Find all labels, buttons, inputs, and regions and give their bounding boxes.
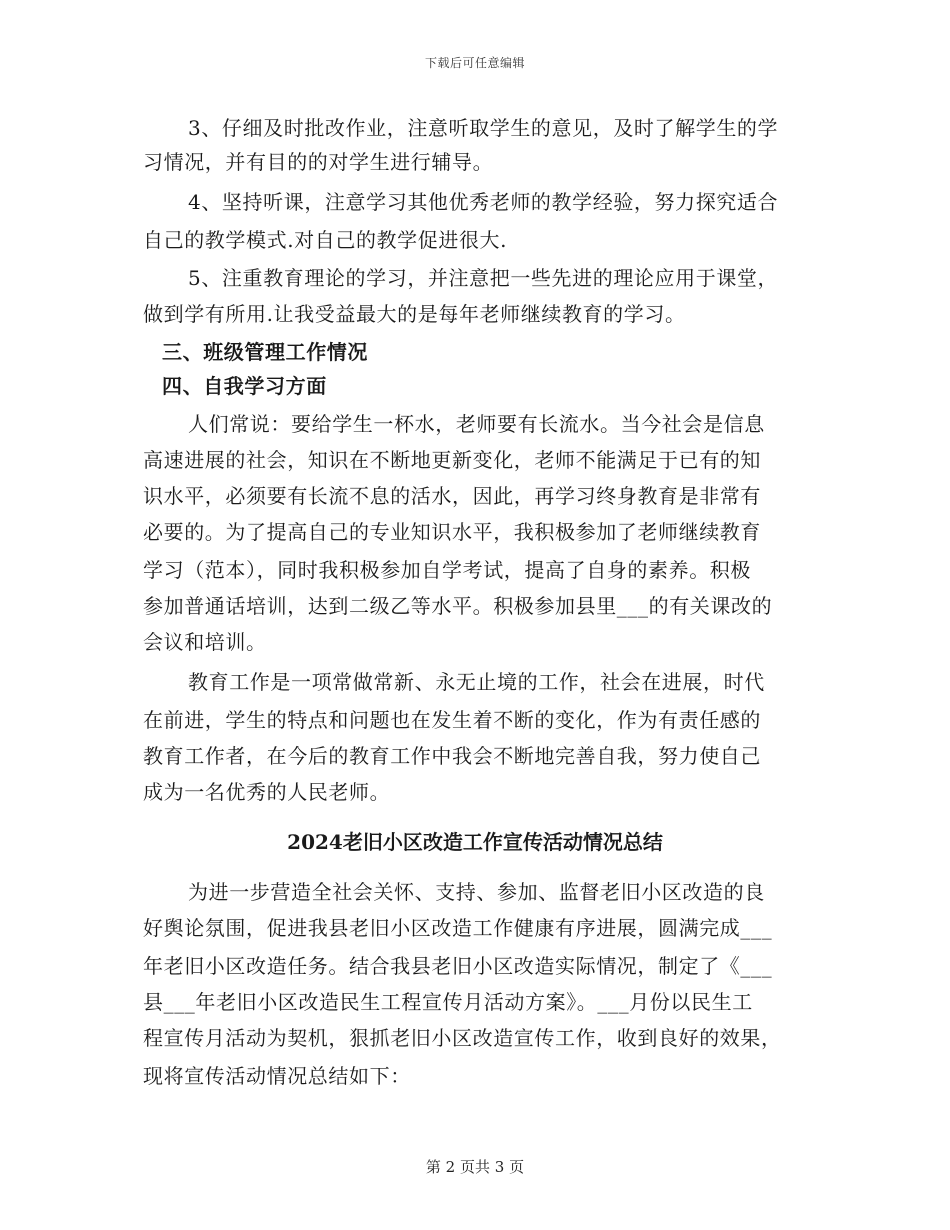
paragraph-line: 县___年老旧小区改造民生工程宣传月活动方案》。___月份以民生工 [143,990,753,1014]
paragraph-line: 4、坚持听课，注意学习其他优秀老师的教学经验，努力探究适合 [188,190,779,214]
section-heading: 四、自我学习方面 [162,374,327,398]
paragraph-line: 人们常说：要给学生一杯水，老师要有长流水。当今社会是信息 [188,412,765,436]
section-title: 2024老旧小区改造工作宣传活动情况总结 [287,830,663,854]
paragraph-line: 会议和培训。 [143,630,267,654]
paragraph-line: 成为一名优秀的人民老师。 [143,780,391,804]
section-heading: 三、班级管理工作情况 [162,340,368,364]
paragraph-line: 5、注重教育理论的学习，并注意把一些先进的理论应用于课堂， [188,266,779,290]
paragraph-line: 做到学有所用.让我受益最大的是每年老师继续教育的学习。 [143,302,686,326]
paragraph-line: 学习（范本），同时我积极参加自学考试，提高了自身的素养。积极 [143,558,751,582]
paragraph-line: 年老旧小区改造任务。结合我县老旧小区改造实际情况，制定了《___ [143,954,773,978]
page-footer: 第 2 页共 3 页 [425,1158,525,1176]
page-header: 下载后可任意编辑 [424,56,525,70]
paragraph-line: 习情况，并有目的的对学生进行辅导。 [143,150,494,174]
paragraph-line: 教育工作是一项常做常新、永无止境的工作，社会在进展，时代 [188,670,765,694]
paragraph-line: 现将宣传活动情况总结如下： [143,1064,411,1088]
paragraph-line: 教育工作者，在今后的教育工作中我会不断地完善自我，努力使自己 [143,744,761,768]
paragraph-line: 为进一步营造全社会关怀、支持、参加、监督老旧小区改造的良 [188,880,765,904]
paragraph-line: 在前进，学生的特点和问题也在发生着不断的变化，作为有责任感的 [143,708,761,732]
paragraph-line: 3、仔细及时批改作业，注意听取学生的意见，及时了解学生的学 [188,116,779,140]
paragraph-line: 程宣传月活动为契机，狠抓老旧小区改造宣传工作，收到良好的效果， [143,1026,782,1050]
paragraph-line: 好舆论氛围，促进我县老旧小区改造工作健康有序进展，圆满完成___ [143,916,773,940]
paragraph-line: 参加普通话培训，达到二级乙等水平。积极参加县里___的有关课改的 [143,594,773,618]
paragraph-line: 必要的。为了提高自己的专业知识水平，我积极参加了老师继续教育 [143,520,761,544]
paragraph-line: 高速进展的社会，知识在不断地更新变化，老师不能满足于已有的知 [143,448,761,472]
paragraph-line: 自己的教学模式.对自己的教学促进很大. [143,228,508,252]
paragraph-line: 识水平，必须要有长流不息的活水，因此，再学习终身教育是非常有 [143,484,761,508]
